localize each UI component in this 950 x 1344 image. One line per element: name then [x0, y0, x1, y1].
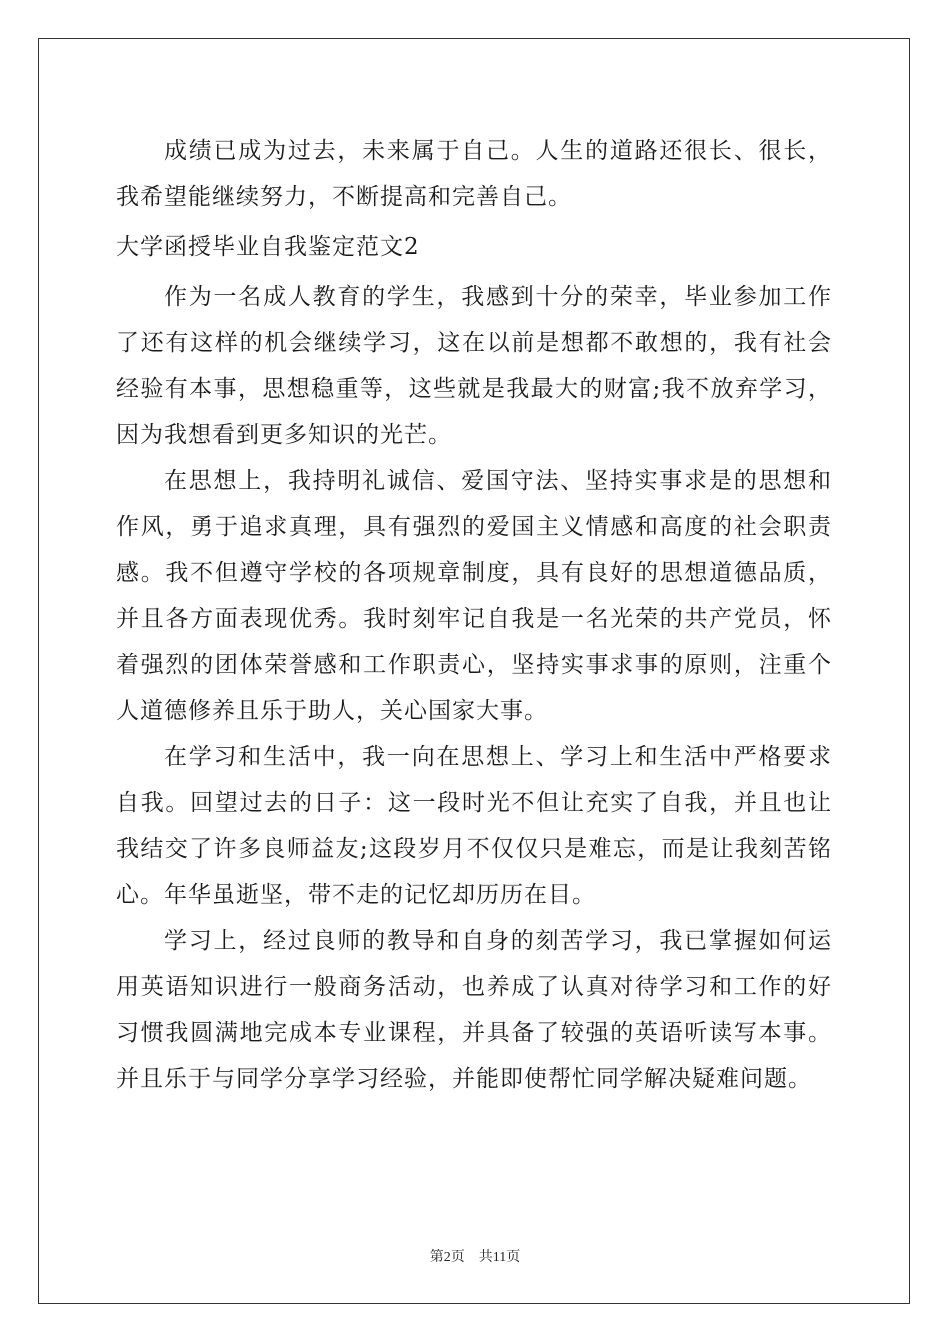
paragraph-4: 学习上，经过良师的教导和自身的刻苦学习，我已掌握如何运用英语知识进行一般商务活动，也养成了认真对待学习和工作的好习惯我圆满地完成本专业课程，并具备了较强的英语听读写本事。并且乐于与同学分享学习经验，并能即使帮忙同学解决疑难问题。 [116, 928, 832, 1092]
document-body [116, 128, 832, 1102]
paragraph-1: 作为一名成人教育的学生，我感到十分的荣幸，毕业参加工作了还有这样的机会继续学习，这在以前是想都不敢想的，我有社会经验有本事，思想稳重等，这些就是我最大的财富;我不放弃学习，因为我想看到更多知识的光芒。 [116, 284, 832, 448]
section-heading: 大学函授毕业自我鉴定范文2 [116, 234, 420, 260]
paragraph-intro: 成绩已成为过去，未来属于自己。人生的道路还很长、很长，我希望能继续努力，不断提高和完善自己。 [116, 138, 832, 210]
page-number-label: 第2页 共11页 [429, 1250, 521, 1265]
paragraph-3: 在学习和生活中，我一向在思想上、学习上和生活中严格要求自我。回望过去的日子：这一段时光不但让充实了自我，并且也让我结交了许多良师益友;这段岁月不仅仅只是难忘，而是让我刻苦铭心。年华虽逝坚，带不走的记忆却历历在目。 [116, 744, 832, 908]
paragraph-2: 在思想上，我持明礼诚信、爱国守法、坚持实事求是的思想和作风，勇于追求真理，具有强烈的爱国主义情感和高度的社会职责感。我不但遵守学校的各项规章制度，具有良好的思想道德品质，并且各方面表现优秀。我时刻牢记自我是一名光荣的共产党员，怀着强烈的团体荣誉感和工作职责心，坚持实事求事的原则，注重个人道德修养且乐于助人，关心国家大事。 [116, 468, 832, 724]
page-footer [0, 1246, 950, 1266]
